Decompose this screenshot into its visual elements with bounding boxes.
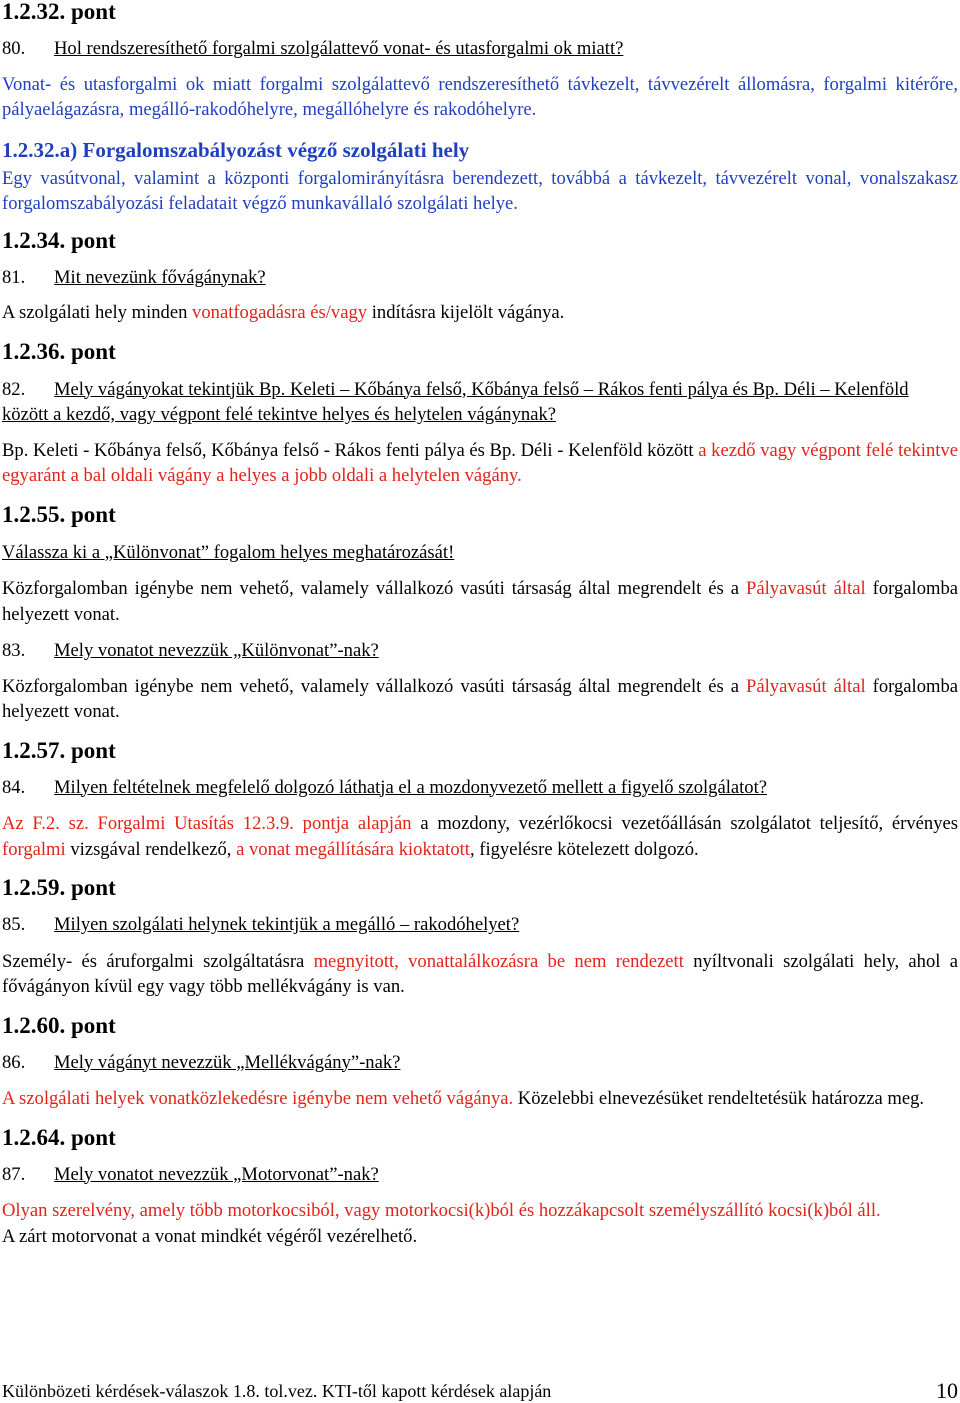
question-81 (2, 265, 958, 291)
page-footer (2, 1380, 958, 1402)
question-number: 82. (2, 378, 26, 400)
answer-81 (2, 300, 958, 326)
answer-highlight: forgalmi (2, 838, 66, 860)
section-heading: 1.2.55. pont (2, 501, 116, 527)
question-text: Mit nevezünk fővágánynak? (54, 266, 266, 288)
question-number: 86. (2, 1051, 26, 1073)
question-text (2, 377, 958, 428)
question-82 (2, 377, 958, 428)
answer-highlight: Pályavasút által (746, 675, 866, 697)
task-prompt: Válassza ki a „Különvonat” fogalom helyes meghatározását! (2, 541, 455, 563)
question-86 (2, 1050, 958, 1076)
question-text: Milyen szolgálati helynek tekintjük a megálló – rakodóhelyet? (54, 914, 520, 935)
answer-80: Vonat- és utasforgalmi ok miatt forgalmi szolgálattevő rendszeresíthető távkezelt, távvezérelt állomásra, forgalmi kitérőre, pályaelágazásra, megálló-rakodóhelyre, megállóhelyre és rakodóhelyre. (2, 73, 958, 120)
question-84 (2, 775, 958, 801)
section-heading: 1.2.60. pont (2, 1012, 116, 1038)
section-heading: 1.2.59. pont (2, 875, 116, 900)
answer-84 (2, 811, 958, 862)
answer-highlight: a kezdő vagy végpont felé tekintve egyaránt a bal oldali vágány a helyes a jobb oldali a helytelen vágány. (2, 439, 958, 486)
answer-text: nyíltvonali szolgálati hely, ahol a fővágányon kívül egy vagy több mellékvágány is van. (2, 950, 959, 997)
answer-highlight: megnyitott, vonattalálkozásra be nem rendezett (313, 950, 684, 972)
answer-85 (2, 949, 958, 1000)
section-heading: 1.2.34. pont (2, 227, 116, 253)
answer-text: Közelebbi elnevezésüket rendeltetésük határozza meg. (513, 1088, 925, 1109)
answer-83 (2, 674, 958, 725)
answer-text: A szolgálati hely minden (2, 302, 193, 323)
question-80 (2, 36, 958, 62)
answer-87: Olyan szerelvény, amely több motorkocsiból, vagy motorkocsi(k)ból és hozzákapcsolt személyszállító kocsi(k)ból áll. (2, 1200, 881, 1221)
answer-82 (2, 438, 958, 489)
answer-86 (2, 1086, 958, 1112)
question-text: Mely vonatot nevezzük „Különvonat”-nak? (54, 640, 379, 661)
question-number: 81. (2, 266, 26, 288)
answer-highlight: a vonat megállítására kioktatott (236, 838, 470, 860)
answer-87-note: A zárt motorvonat a vonat mindkét végéről vezérelhető. (2, 1225, 418, 1247)
answer-text: Közforgalomban igénybe nem vehető, valamely vállalkozó vasúti társaság által megrendelt és a (2, 675, 747, 697)
section-heading: 1.2.64. pont (2, 1124, 116, 1150)
question-number: 83. (2, 640, 26, 661)
answer-text: forgalomba helyezett vonat. (2, 578, 958, 625)
document-page (2, 0, 958, 1249)
answer-task (2, 576, 958, 627)
definition-text: Egy vasútvonal, valamint a központi forgalomirányításra berendezett, továbbá a távkezelt, távvezérelt vonal, vonalszakasz forgalomszabályozási feladatait végző munkavállaló szolgálati helye. (2, 167, 958, 214)
question-text: Mely vágányt nevezzük „Mellékvágány”-nak? (54, 1051, 401, 1073)
question-text: Mely vonatot nevezzük „Motorvonat”-nak? (54, 1163, 379, 1185)
answer-highlight: Az F.2. sz. Forgalmi Utasítás 12.3.9. pontja alapján (2, 813, 412, 834)
answer-highlight: vonatfogadásra és/vagy (192, 302, 368, 323)
question-83 (2, 638, 958, 664)
answer-text: Közforgalomban igénybe nem vehető, valamely vállalkozó vasúti társaság által megrendelt és a (2, 578, 747, 599)
answer-text: vizsgával rendelkező, (65, 838, 237, 860)
subsection-heading: 1.2.32.a) Forgalomszabályozást végző szolgálati hely (2, 137, 470, 162)
answer-text: Személy- és áruforgalmi szolgáltatásra (2, 950, 314, 972)
question-87 (2, 1162, 958, 1188)
question-number: 87. (2, 1163, 26, 1185)
section-heading: 1.2.36. pont (2, 338, 116, 364)
question-number: 80. (2, 38, 26, 59)
section-heading: 1.2.32. pont (2, 0, 116, 24)
question-85 (2, 912, 958, 938)
question-body: Mely vágányokat tekintjük Bp. Keleti – Kőbánya felső, Kőbánya felső – Rákos fenti pálya és Bp. Déli – Kelenföld között a kezdő, vagy végpont felé tekintve helyes és helytelen vágánynak? (2, 378, 909, 425)
page-number: 10 (936, 1378, 958, 1403)
answer-text: forgalomba helyezett vonat. (2, 675, 958, 722)
answer-text: indításra kijelölt vágánya. (367, 302, 565, 323)
answer-text: a mozdony, vezérlőkocsi vezetőállásán szolgálatot teljesítő, érvényes (411, 813, 958, 834)
answer-highlight: Pályavasút által (746, 578, 866, 599)
question-text: Hol rendszeresíthető forgalmi szolgálattevő vonat- és utasforgalmi ok miatt? (54, 38, 624, 59)
section-heading: 1.2.57. pont (2, 737, 116, 763)
question-number: 85. (2, 914, 26, 935)
answer-text: , figyelésre kötelezett dolgozó. (469, 838, 699, 860)
question-text: Milyen feltételnek megfelelő dolgozó láthatja el a mozdonyvezető mellett a figyelő szolgálatot? (54, 776, 768, 798)
answer-highlight: A szolgálati helyek vonatközlekedésre igénybe nem vehető vágánya. (2, 1088, 514, 1109)
task-text (2, 540, 958, 566)
footer-text: Különbözeti kérdések-válaszok 1.8. tol.vez. KTI-től kapott kérdések alapján (2, 1381, 552, 1401)
answer-text: Bp. Keleti - Kőbánya felső, Kőbánya felső - Rákos fenti pálya és Bp. Déli - Kelenföld között (2, 439, 699, 461)
question-number: 84. (2, 776, 26, 798)
